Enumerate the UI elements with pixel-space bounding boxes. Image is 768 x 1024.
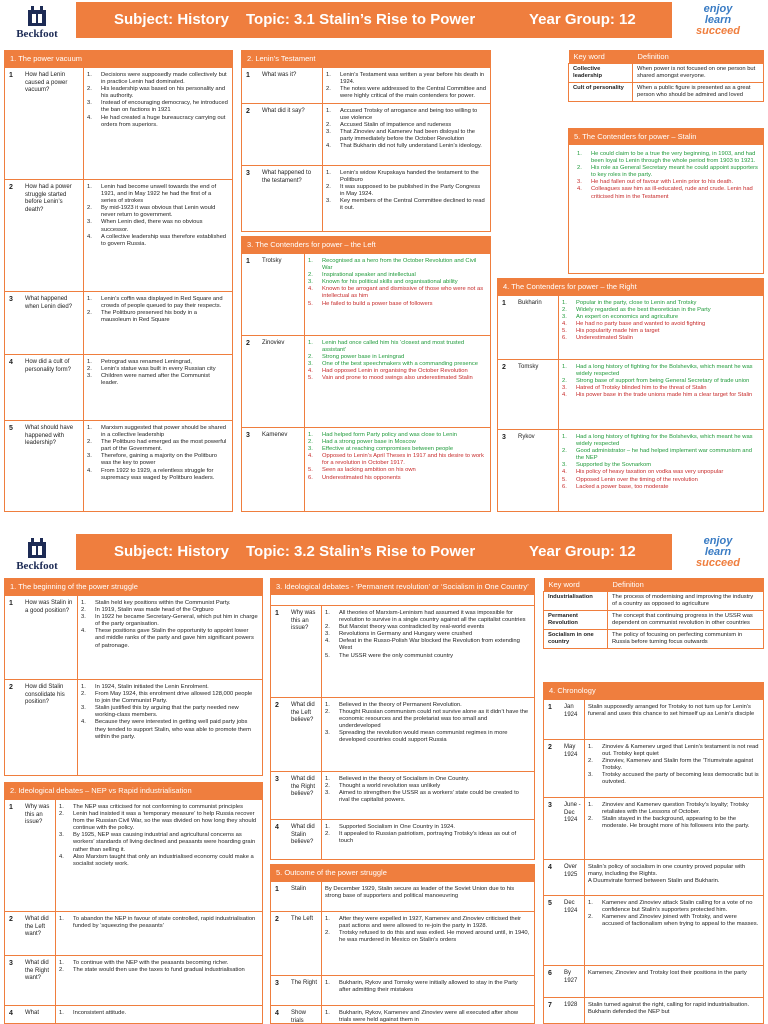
weakness-item: 5. His popularity made him a target [562, 328, 660, 335]
table-row [271, 1005, 534, 1024]
strength-item: 1. Recognised as a hero from the October Revolution and Civil War [308, 258, 477, 272]
weakness-item: 6. Lacked a power base, too moderate [562, 483, 669, 490]
table-row [242, 253, 490, 335]
weakness-item: 4. Had opposed Lenin in organising the October Revolution [308, 368, 468, 375]
weakness-item: 5. Vain and prone to mood swings also underestimated Stalin [308, 375, 473, 382]
table-row [271, 911, 534, 975]
strength-item: 1. Lenin had once called him his ‘closest and most trusted assistant’ [308, 340, 465, 354]
list-item: 4. Defeat in the Russo-Polish War blocked the Revolution from extending West [325, 638, 520, 652]
strength-item: 1. Had helped form Party policy and was close to Lenin [308, 432, 458, 438]
strength-item: 2. Had a strong power base in Moscow [308, 439, 416, 446]
table-row [498, 429, 763, 512]
list-item: 2. Thought Russian communism could not survive alone as it didn’t have the economic resources and the proletariat was too small and underdeveloped [325, 709, 529, 730]
strength-item: 2. Widely regarded as the best theoretician in the Party [562, 307, 711, 314]
list-item: 2. Stalin stayed in the background, appearing to be the moderate. He brought more of his followers into the party. [588, 816, 750, 830]
list-item: 1. In 1924, Stalin initiated the Lenin Enrolment. [81, 684, 209, 690]
list-item: 2. In 1919, Stalin was made head of the Orgburo [81, 607, 214, 614]
strength-item: 3. An expert on economics and agriculture [562, 314, 679, 321]
list-item: 2. Zinoviev, Kamenev and Stalin form the ‘Triumvirate against Trotsky. [588, 758, 754, 772]
definition: When power is not focused on one person but shared amongst everyone. [633, 64, 764, 83]
list-item: 1. Zinoviev and Kamenev question Trotsky’s loyalty; Trotsky retaliates with the Lessons of October. [588, 802, 749, 816]
row-question: What [25, 1010, 40, 1016]
definition: The concept that continuing progress in the USSR was dependent on communist revolution in other countries [608, 611, 764, 630]
row-question: What did the Right believe? [291, 776, 316, 797]
tagline-word: learn [704, 546, 732, 558]
row-question: What did the Left believe? [291, 702, 315, 723]
section-title: 4. Chronology [544, 683, 763, 699]
weakness-item: 4. He had no party base and wanted to avoid fighting [562, 321, 706, 328]
crest-icon [26, 4, 48, 28]
strength-item: 3. Effective at reaching compromises between people [308, 446, 454, 453]
list-item: 4. These positions gave Stalin the opportunity to appoint lower and middle ranks of the party and gave him significant powers of patronage. [81, 628, 254, 649]
row-number: 4 [275, 1010, 279, 1017]
weakness-item: 3. He had fallen out of favour with Lenin prior to his death. [577, 179, 734, 186]
row-number: 3 [9, 960, 13, 967]
timeline-row [544, 997, 763, 1024]
section-lenins-testament [241, 50, 491, 232]
tagline-word: learn [704, 14, 732, 26]
strength-item: 3. Known for his political skills and organisational ability [308, 279, 458, 286]
section-title: 1. The beginning of the power struggle [5, 579, 262, 595]
row-number: 2 [246, 108, 250, 115]
section-title: 3. Ideological debates - ‘Permanent revolution’ or ‘Socialism in One Country’ [271, 579, 534, 595]
strength-item: 1. He could claim to be a true the very beginning, in 1903, and had been loyal to Lenin through the whole period from 1903 to 1921. [577, 151, 756, 165]
row-question: Stalin [291, 886, 307, 892]
row-number: 2 [9, 916, 13, 923]
list-item: 1. Believed in the theory of Permanent Revolution. [325, 702, 462, 708]
definition-header: Definition [633, 50, 764, 64]
list-item: 3. Aimed to strengthen the USSR as a workers’ state could be created to rival the capitalist powers. [325, 790, 519, 804]
section-title: 4. The Contenders for power – the Right [498, 279, 763, 295]
strength-item: 1. Popular in the party, close to Lenin and Trotsky [562, 300, 697, 306]
list-item: A Duumvirate formed between Stalin and Bukharin. [588, 878, 720, 885]
table-row [271, 697, 534, 771]
keyword-header: Key word [544, 578, 608, 592]
subject: Subject: History [114, 543, 230, 560]
table-row [5, 420, 232, 512]
list-item: 2. The Politburo preserved his body in a mausoleum in Red Square [87, 310, 198, 324]
crest-icon [26, 536, 48, 560]
list-item: 2. By mid-1923 it was obvious that Lenin would never return to government. [87, 205, 216, 219]
row-question: How had a power struggle started before Lenin’s death? [25, 184, 72, 213]
timeline-date: By 1927 [564, 970, 578, 984]
row-question: How did a cult of personality form? [25, 359, 72, 373]
row-number: 1 [548, 704, 552, 711]
weakness-item: 5. Opposed Lenin over the timing of the revolution [562, 476, 698, 483]
list-item: 1. Inconsistent attitude. [59, 1010, 127, 1016]
timeline-date: May 1924 [564, 744, 578, 758]
keyword: Permanent Revolution [544, 611, 608, 630]
list-item: 2. Trotsky refused to do this and was exiled. He moved around until, in 1940, he was murdered in Mexico on Stalin’s orders [325, 930, 530, 944]
weakness-item: 4. Colleagues saw him as ill-educated, rude and crude. Lenin had criticised him in the Testament [577, 186, 753, 200]
list-item: 5. The USSR were the only communist country [325, 652, 454, 659]
list-item: Kamenev, Zinoviev and Trotsky lost their positions in the party [588, 970, 747, 976]
list-item: 3. That Zinoviev and Kamenev had been disloyal to the party immediately before the October Revolution [326, 129, 476, 143]
row-question: What did it say? [262, 108, 305, 114]
list-item: 2. The Politburo had emerged as the most powerful part of the Government. [87, 439, 227, 453]
list-item: 2. From May 1924, this enrolment drive allowed 128,000 people to join the Communist Party. [81, 691, 253, 705]
school-logo [2, 532, 72, 578]
list-item: By December 1929, Stalin secure as leader of the Soviet Union due to his strong base of supporters and political manoeuvring [325, 886, 515, 900]
row-number: 7 [548, 1002, 552, 1009]
weakness-item: 5. He failed to build a power base of followers [308, 300, 433, 307]
weakness-item: 6. Underestimated Stalin [562, 335, 634, 342]
table-row [5, 595, 262, 679]
tagline-word: enjoy [703, 3, 733, 15]
list-item: 3. By 1925, NEP was causing industrial and agricultural concerns as workers’ standards of living declined and peasants were hoarding grain rather than selling it. [59, 832, 256, 853]
list-item: 3. Spreading the revolution would mean communist regimes in more developed countries could support Russia [325, 730, 508, 744]
list-item: 4. Also Marxism taught that only an industrialised economy could make a socialist society work. [59, 853, 254, 867]
timeline-row [544, 895, 763, 965]
strength-item: 1. Had a long history of fighting for the Bolsheviks, which meant he was widely respected [562, 364, 753, 378]
row-question: Why was this an issue? [291, 610, 316, 631]
row-number: 1 [275, 610, 279, 617]
contender-name: Kamenev [262, 432, 288, 438]
strength-item: 2. Strong base of support from being General Secretary of trade union [562, 378, 750, 385]
list-item: 1. Bukharin, Rykov, Kamenev and Zinoviev were all executed after show trials were held against them in [325, 1010, 519, 1024]
section-nep-debate [4, 782, 263, 1024]
definition: The process of modernising and improving the industry of a country as opposed to agriculture [608, 592, 764, 611]
list-item: 3. Revolutions in Germany and Hungary were crushed [325, 631, 473, 638]
list-item: Stalin’s policy of socialism in one country proved popular with many, including the Rights. [588, 864, 746, 878]
row-number: 2 [246, 340, 250, 347]
topic: Topic: 3.1 Stalin’s Rise to Power [246, 11, 476, 28]
row-number: 1 [502, 300, 506, 307]
section-title: 5. Outcome of the power struggle [271, 865, 534, 881]
brand-name: Beckfoot [16, 28, 58, 40]
row-number: 1 [9, 804, 13, 811]
list-item: 1. Believed in the theory of Socialism in One Country. [325, 776, 470, 782]
list-item: 3. Therefore, gaining a majority on the Politburo was the key to power [87, 453, 218, 467]
list-item: 1. Marxism suggested that power should be shared in a collective leadership [87, 425, 227, 439]
strength-item: 2. Good administrator – he had helped implement war communism and the NEP [562, 448, 752, 462]
contender-name: Tomsky [518, 364, 539, 370]
list-item: 1. To continue with the NEP with the peasants becoming richer. [59, 960, 229, 966]
row-number: 1 [9, 600, 13, 607]
table-row [544, 592, 764, 611]
table-row [5, 354, 232, 420]
section-outcome [270, 864, 535, 1024]
table-row [271, 605, 534, 697]
list-item: 1. Lenin had become unwell towards the end of 1921, and in May 1922 he had the first of a series of strokes [87, 184, 217, 205]
row-question: The Left [291, 916, 314, 922]
strength-item: 2. Inspirational speaker and intellectual [308, 272, 416, 279]
header [0, 0, 768, 46]
table-row [5, 179, 232, 291]
keyword: Cult of personality [569, 83, 633, 102]
subject: Subject: History [114, 11, 230, 28]
contender-name: Trotsky [262, 258, 282, 264]
timeline-row [544, 699, 763, 739]
table-row [5, 679, 262, 776]
table-row [5, 911, 262, 955]
list-item: 1. Supported Socialism in One Country in 1924. [325, 824, 456, 830]
table-row [271, 819, 534, 860]
section-title: 2. Lenin’s Testament [242, 51, 490, 67]
row-number: 4 [275, 824, 279, 831]
row-number: 2 [502, 364, 506, 371]
row-number: 2 [9, 684, 13, 691]
section-title: 3. The Contenders for power – the Left [242, 237, 490, 253]
table-row [242, 335, 490, 427]
list-item: Stalin turned against the right, calling for rapid industrialisation. Bukharin defended the NEP but [588, 1002, 750, 1016]
list-item: 3. Key members of the Central Committee declined to read it out. [326, 198, 485, 212]
strength-item: 2. His role as General Secretary meant he could appoint supporters to key roles in the party. [577, 165, 758, 179]
list-item: 3. In 1922 he became Secretary-General, which put him in charge of the party organisation. [81, 614, 258, 628]
list-item: 1. Kamenev and Zinoviev attack Stalin calling for a vote of no confidence but Stalin’s supporters protected him. [588, 900, 753, 914]
definition-header: Definition [608, 578, 764, 592]
list-item: 3. When Lenin died, there was no obvious successor. [87, 219, 203, 233]
row-number: 4 [9, 1010, 13, 1017]
table-row [569, 64, 764, 83]
row-number: 3 [275, 776, 279, 783]
section-beginning-power-struggle [4, 578, 263, 776]
row-question: What happened to the testament? [262, 170, 312, 184]
definition: When a public figure is presented as a great person who should be admired and loved [633, 83, 764, 102]
row-question: What did the Right want? [25, 960, 50, 981]
list-item: 4. A collective leadership was therefore established to govern Russia. [87, 233, 227, 247]
list-item: 1. All theories of Marxism-Leninism had assumed it was impossible for revolution to survive in a single country against all the capitalist countries [325, 610, 526, 624]
weakness-item: 6. Underestimated his opponents [308, 474, 401, 481]
keyword: Socialism in one country [544, 630, 608, 649]
row-question: Why was this an issue? [25, 804, 50, 825]
table-row [5, 955, 262, 1005]
table-row [271, 771, 534, 819]
list-item: 4. He had created a huge bureaucracy carrying out orders from superiors. [87, 114, 226, 128]
weakness-item: 4. Known to be arrogant and dismissive of those who were not as intellectual as him [308, 286, 484, 300]
row-question: How had Lenin caused a power vacuum? [25, 72, 68, 93]
list-item: 3. Trotsky accused the party of becoming less democratic but is outvoted. [588, 772, 759, 786]
list-item: 2. Accused Stalin of impatience and rudeness [326, 122, 452, 129]
row-number: 3 [246, 432, 250, 439]
row-number: 3 [548, 802, 552, 809]
contender-name: Rykov [518, 434, 535, 440]
list-item: 1. Zinoviev & Kamenev urged that Lenin’s testament is not read out. Trotsky kept quiet [588, 744, 759, 758]
weakness-item: 5. Seen as lacking ambition on his own [308, 467, 416, 474]
list-item: 2. It was supposed to be published in the Party Congress in May 1924. [326, 184, 481, 198]
list-item: Stalin supposedly arranged for Trotsky to not turn up for Lenin’s funeral and uses this chance to set himself up as Lenin’s disciple [588, 704, 755, 718]
list-item: 2. Lenin had insisted it was a ‘temporary measure’ to help Russia recover from the Russian Civil War, so the was divided on how long they should continue with the policy. [59, 811, 257, 832]
timeline-date: 1928 [564, 1002, 578, 1008]
strength-item: 2. Strong power base in Leningrad [308, 354, 405, 361]
list-item: 2. Thought a world revolution was unlikely [325, 783, 441, 790]
section-title: 2. Ideological debates – NEP vs Rapid industrialisation [5, 783, 262, 799]
row-question: What did Stalin believe? [291, 824, 315, 845]
row-question: What was it? [262, 72, 297, 78]
contender-name: Zinoviev [262, 340, 285, 346]
row-number: 4 [9, 359, 13, 366]
list-item: 2. The state would then use the taxes to fund gradual industrialisation [59, 967, 245, 974]
row-question: What happened when Lenin died? [25, 296, 73, 310]
brand-name: Beckfoot [16, 560, 58, 572]
section-chronology [543, 682, 764, 1024]
section-title: 5. The Contenders for power – Stalin [569, 129, 763, 145]
row-question: Show trials [291, 1010, 307, 1024]
title-bar [76, 534, 672, 570]
list-item: 1. Bukharin, Rykov and Tomsky were initially allowed to stay in the Party after admitting their mistakes [325, 980, 518, 994]
timeline-row [544, 859, 763, 895]
list-item: 1. Petrograd was renamed Leningrad, [87, 359, 192, 365]
weakness-item: 4. His policy of heavy taxation on vodka was very unpopular [562, 469, 724, 476]
row-question: How was Stalin in a good position? [25, 600, 73, 614]
row-number: 3 [246, 170, 250, 177]
page-3-2 [0, 512, 768, 1024]
list-item: 1. Lenin’s Testament was written a year before his death in 1924. [326, 72, 485, 86]
list-item: 1. Lenin’s coffin was displayed in Red Square and crowds of people queued to pay their respects. [87, 296, 223, 310]
list-item: 2. But Marxist theory was contradicted by real-world events [325, 624, 485, 631]
row-number: 3 [9, 296, 13, 303]
row-question: What should have happened with leadership? [25, 425, 74, 446]
row-number: 1 [275, 886, 279, 893]
definition: The policy of focusing on perfecting communism in Russia before turning focus outwards [608, 630, 764, 649]
table-row [242, 103, 490, 165]
row-number: 1 [9, 72, 13, 79]
school-tagline [688, 536, 748, 569]
title-bar [76, 2, 672, 38]
table-row [242, 427, 490, 512]
list-item: 1. After they were expelled in 1927, Kamenev and Zinoviev criticised their past actions and were allowed to re-join the party in 1928. [325, 916, 522, 930]
timeline-date: Dec 1924 [564, 900, 578, 914]
school-logo [2, 0, 72, 46]
weakness-item: 4. His power base in the trade unions made him a clear target for Stalin [562, 392, 753, 399]
section-contenders-left [241, 236, 491, 512]
table-row [242, 165, 490, 232]
list-item: 1. The NEP was criticised for not conforming to communist principles [59, 804, 244, 810]
timeline-row [544, 739, 763, 797]
row-number: 3 [275, 980, 279, 987]
list-item: 3. Instead of encouraging democracy, he introduced the ban on factions in 1921 [87, 100, 228, 114]
table-row [544, 611, 764, 630]
section-title: 1. The power vacuum [5, 51, 232, 67]
row-number: 2 [9, 184, 13, 191]
timeline-date: June -Dec 1924 [564, 802, 581, 823]
section-contenders-stalin [568, 128, 764, 274]
table-row [544, 630, 764, 649]
list-item: 3. Children were named after the Communist leader. [87, 373, 210, 387]
row-number: 1 [246, 258, 250, 265]
row-question: What did the Left want? [25, 916, 49, 937]
weakness-item: 4. Opposed to Lenin’s April Theses in 1917 and his desire to work for a revolution in October 1917. [308, 453, 484, 467]
table-row [271, 975, 534, 1005]
list-item: 4. Because they were interested in getting well paid party jobs they tended to support Stalin, who was able to promote them within the party. [81, 719, 251, 740]
strength-item: 3. One of the best speechmakers with a commanding presence [308, 361, 478, 368]
header [0, 532, 768, 578]
timeline-row [544, 965, 763, 997]
section-contenders-right [497, 278, 764, 512]
list-item: 1. Lenin’s widow Krupskaya handed the testament to the Politburo [326, 170, 479, 184]
table-row [5, 799, 262, 911]
row-question: The Right [291, 980, 318, 986]
keyword: Industrialisation [544, 592, 608, 611]
table-row [498, 295, 763, 359]
list-item: 3. Stalin justified this by arguing that the party needed new working-class members. [81, 705, 239, 719]
strength-item: 3. Supported by the Sovnarkom [562, 462, 652, 469]
tagline-word: enjoy [703, 535, 733, 547]
list-item: 1. Decisions were supposedly made collectively but in practice Lenin had dominated. [87, 72, 227, 86]
year-group: Year Group: 12 [529, 543, 636, 560]
list-item: 2. It appealed to Russian patriotism, portraying Trotsky’s ideas as out of touch [325, 831, 517, 845]
table-row [569, 83, 764, 102]
row-number: 5 [548, 900, 552, 907]
list-item: 1. To abandon the NEP in favour of state controlled, rapid industrialisation funded by ‘squeezing the peasants’ [59, 916, 256, 930]
row-number: 2 [275, 916, 279, 923]
table-row [5, 67, 232, 179]
list-item: 4. From 1922 to 1929, a relentless struggle for supremacy was waged by Politburo leaders. [87, 467, 215, 481]
year-group: Year Group: 12 [529, 11, 636, 28]
keyword: Collective leadership [569, 64, 633, 83]
timeline-date: Over 1925 [564, 864, 578, 878]
list-item: 1. Stalin held key positions within the Communist Party. [81, 600, 231, 606]
row-number: 2 [548, 744, 552, 751]
list-item: 2. The notes were addressed to the Central Committee and were highly critical of the main contenders for power. [326, 86, 486, 100]
list-item: 1. Accused Trotsky of arrogance and being too willing to use violence [326, 108, 478, 122]
keyword-header: Key word [569, 50, 633, 64]
table-row [242, 67, 490, 103]
row-number: 5 [9, 425, 13, 432]
keyword-table [543, 578, 764, 649]
row-number: 3 [502, 434, 506, 441]
table-row [271, 881, 534, 911]
keyword-table [568, 50, 764, 102]
timeline-date: Jan 1924 [564, 704, 578, 718]
list-item: 4. That Bukharin did not fully understand Lenin’s ideology. [326, 143, 482, 150]
list-item: 2. Kamenev and Zinoviev joined with Trotsky, and were accused of factionalism when trying to appeal to the masses. [588, 914, 759, 928]
row-number: 4 [548, 864, 552, 871]
table-row [5, 1005, 262, 1024]
tagline-word: succeed [695, 25, 741, 37]
weakness-item: 3. Hatred of Trotsky blinded him to the threat of Stalin [562, 385, 707, 392]
contender-name: Bukharin [518, 300, 542, 306]
row-number: 1 [246, 72, 250, 79]
list-item: 2. His leadership was based on his personality and his authority. [87, 86, 226, 100]
section-permanent-revolution-debate [270, 578, 535, 860]
timeline-row [544, 797, 763, 859]
row-question: How did Stalin consolidate his position? [25, 684, 65, 705]
row-number: 2 [275, 702, 279, 709]
strength-item: 1. Had a long history of fighting for the Bolsheviks, which meant he was widely respected [562, 434, 753, 448]
table-row [498, 359, 763, 429]
list-item: 2. Lenin’s statue was built in every Russian city [87, 366, 216, 373]
section-power-vacuum [4, 50, 233, 512]
table-row [5, 291, 232, 354]
topic: Topic: 3.2 Stalin’s Rise to Power [246, 543, 476, 560]
row-number: 6 [548, 970, 552, 977]
school-tagline [688, 4, 748, 37]
tagline-word: succeed [695, 557, 741, 569]
